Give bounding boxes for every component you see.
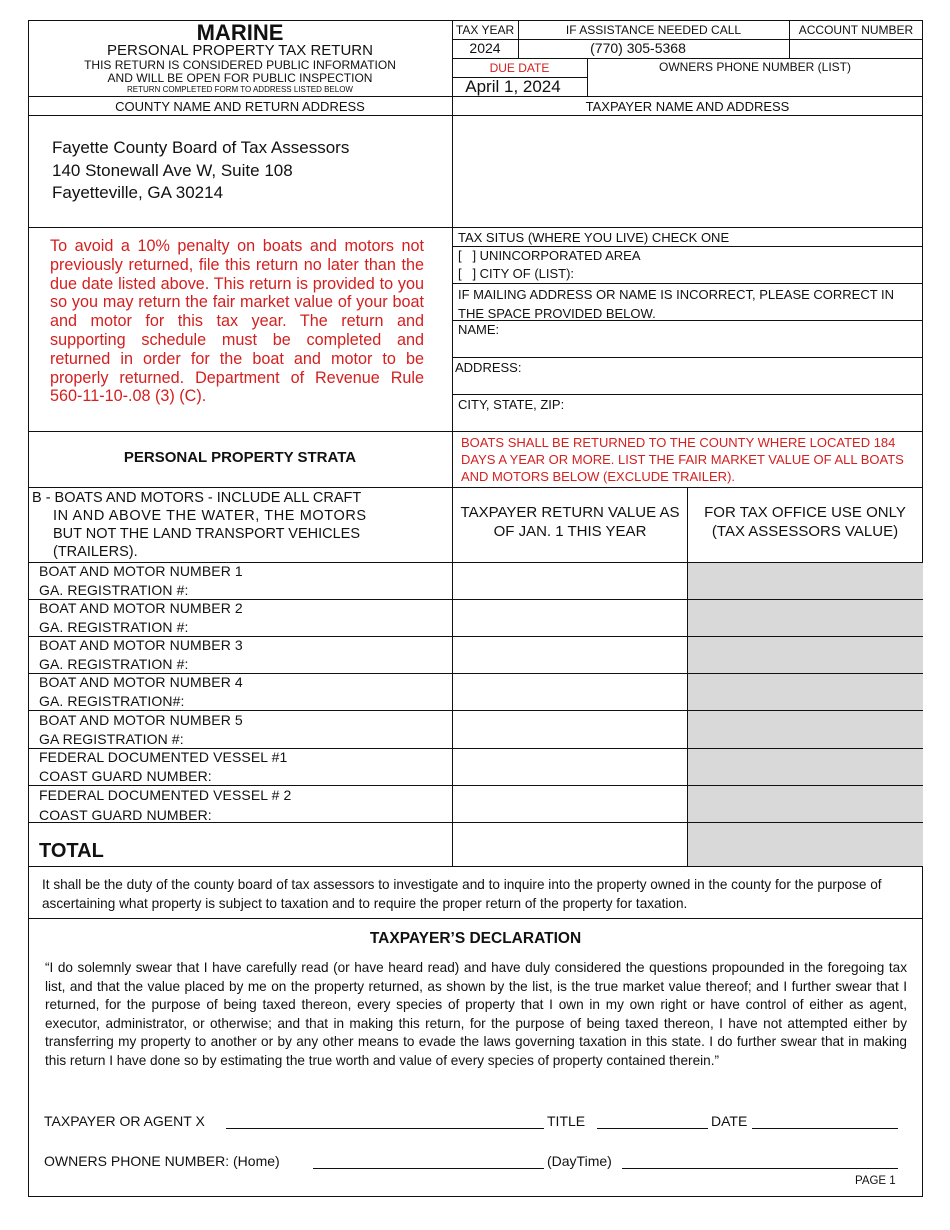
col-header-taxpayer-value: TAXPAYER RETURN VALUE AS OF JAN. 1 THIS YEAR bbox=[460, 504, 680, 540]
row-1-title: BOAT AND MOTOR NUMBER 1 bbox=[39, 563, 243, 579]
public-notice-line1: THIS RETURN IS CONSIDERED PUBLIC INFORMATION bbox=[84, 58, 396, 72]
col-header-office-value: FOR TAX OFFICE USE ONLY (TAX ASSESSORS VALUE) bbox=[704, 504, 906, 540]
owners-phone-label: OWNERS PHONE NUMBER (LIST) bbox=[658, 60, 851, 74]
boats-return-notice: BOATS SHALL BE RETURNED TO THE COUNTY WHERE LOCATED 184 DAYS A YEAR OR MORE. LIST THE FAIR MARKET VALUE OF ALL BOATS AND MOTORS BELOW (EXCLUDE TRAILER). bbox=[461, 435, 904, 484]
row-5-office-value bbox=[688, 711, 923, 748]
row-6-title: FEDERAL DOCUMENTED VESSEL #1 bbox=[39, 749, 288, 765]
taxpayer-section-label: TAXPAYER NAME AND ADDRESS bbox=[585, 99, 790, 114]
row-6-taxpayer-value[interactable] bbox=[453, 749, 687, 785]
section-b-line3: BUT NOT THE LAND TRANSPORT VEHICLES bbox=[53, 526, 360, 542]
correction-city-field[interactable] bbox=[580, 395, 920, 430]
row-3-title: BOAT AND MOTOR NUMBER 3 bbox=[39, 637, 243, 653]
correction-address-field[interactable] bbox=[530, 358, 920, 393]
row-1-office-value bbox=[688, 563, 923, 599]
row-1-taxpayer-value[interactable] bbox=[453, 563, 687, 599]
correction-instruction: IF MAILING ADDRESS OR NAME IS INCORRECT, PLEASE CORRECT IN THE SPACE PROVIDED BELOW. bbox=[458, 287, 895, 321]
row-4-title: BOAT AND MOTOR NUMBER 4 bbox=[39, 674, 243, 690]
section-b-line4: (TRAILERS). bbox=[53, 544, 138, 560]
owners-phone-field[interactable] bbox=[588, 76, 922, 95]
row-4-registration: GA. REGISTRATION#: bbox=[39, 693, 185, 709]
correction-name-field[interactable] bbox=[520, 321, 920, 356]
assistance-label: IF ASSISTANCE NEEDED CALL bbox=[565, 23, 742, 37]
title-line[interactable] bbox=[597, 1128, 708, 1129]
declaration-title: TAXPAYER’S DECLARATION bbox=[369, 930, 582, 947]
title-label: TITLE bbox=[547, 1113, 586, 1129]
row-4-office-value bbox=[688, 674, 923, 710]
row-6-registration: COAST GUARD NUMBER: bbox=[39, 768, 212, 784]
total-taxpayer-value[interactable] bbox=[453, 823, 687, 866]
declaration-text: “I do solemnly swear that I have carefully read (or have heard read) and have duly considered the questions propounded in the foregoing tax list, and that the value placed by me on the property returned, as shown by the list, is the true market value thereof; and I further swear that I returned, for the purpose of being taxed thereon, every species of property that I own in my own right or have control of either as agent, executor, administrator, or otherwise; and that in making this return, for the purpose of being taxed thereon, I have not attempted either by transferring my property to another or by any other means to evade the laws governing taxation in this state. I do further swear that in making this return I have done so by estimating the true worth and value of every species of property contained therein.” bbox=[45, 960, 907, 1068]
taxpayer-name-address-field[interactable] bbox=[453, 116, 922, 226]
correction-address-label: ADDRESS: bbox=[455, 360, 522, 375]
agent-signature-line[interactable] bbox=[226, 1128, 544, 1129]
total-office-value bbox=[688, 823, 923, 866]
form-title: MARINE bbox=[196, 20, 284, 45]
home-phone-line[interactable] bbox=[313, 1168, 544, 1169]
row-3-registration: GA. REGISTRATION #: bbox=[39, 656, 189, 672]
row-1-registration: GA. REGISTRATION #: bbox=[39, 582, 189, 598]
date-line[interactable] bbox=[752, 1128, 898, 1129]
row-7-registration: COAST GUARD NUMBER: bbox=[39, 807, 212, 823]
total-label: TOTAL bbox=[39, 840, 104, 862]
account-number-label: ACCOUNT NUMBER bbox=[798, 23, 914, 37]
tax-year-label: TAX YEAR bbox=[455, 23, 515, 37]
correction-name-label: NAME: bbox=[458, 322, 500, 337]
row-7-taxpayer-value[interactable] bbox=[453, 786, 687, 822]
page-number: PAGE 1 bbox=[855, 1175, 896, 1187]
penalty-notice: To avoid a 10% penalty on boats and motors not previously returned, file this return no later than the due date listed above. This return is provided to you so you may return the fair market value of your boat and motor for this tax year. The return and supporting schedule must be completed and returned in order for the boat and motor to be properly returned. Department of Revenue Rule 560-11-10-.08 (3) (C). bbox=[50, 237, 424, 406]
county-city: Fayetteville, GA 30214 bbox=[52, 183, 224, 202]
row-5-registration: GA REGISTRATION #: bbox=[39, 731, 184, 747]
date-label: DATE bbox=[711, 1113, 748, 1129]
daytime-phone-label: (DayTime) bbox=[547, 1153, 612, 1169]
section-b-line2: IN AND ABOVE THE WATER, THE MOTORS bbox=[53, 508, 367, 524]
daytime-phone-line[interactable] bbox=[622, 1168, 898, 1169]
row-2-title: BOAT AND MOTOR NUMBER 2 bbox=[39, 600, 243, 616]
public-notice-line2: AND WILL BE OPEN FOR PUBLIC INSPECTION bbox=[107, 71, 373, 85]
account-number-field[interactable] bbox=[790, 40, 922, 58]
tax-situs-unincorporated-checkbox[interactable]: [ ] UNINCORPORATED AREA bbox=[458, 248, 641, 263]
home-phone-label: OWNERS PHONE NUMBER: (Home) bbox=[44, 1153, 280, 1169]
row-5-taxpayer-value[interactable] bbox=[453, 711, 687, 748]
row-4-taxpayer-value[interactable] bbox=[453, 674, 687, 710]
tax-situs-city-checkbox[interactable]: [ ] CITY OF (LIST): bbox=[458, 266, 575, 281]
assistance-phone: (770) 305-5368 bbox=[590, 40, 686, 56]
strata-label: PERSONAL PROPERTY STRATA bbox=[123, 449, 357, 466]
section-b-line1: B - BOATS AND MOTORS - INCLUDE ALL CRAFT bbox=[32, 490, 362, 506]
row-6-office-value bbox=[688, 749, 923, 785]
county-section-label: COUNTY NAME AND RETURN ADDRESS bbox=[115, 99, 365, 114]
county-street: 140 Stonewall Ave W, Suite 108 bbox=[52, 161, 293, 180]
correction-city-label: CITY, STATE, ZIP: bbox=[458, 397, 565, 412]
row-2-office-value bbox=[688, 600, 923, 636]
due-date-value: April 1, 2024 bbox=[465, 77, 561, 96]
due-date-label: DUE DATE bbox=[489, 61, 550, 75]
row-2-taxpayer-value[interactable] bbox=[453, 600, 687, 636]
county-name: Fayette County Board of Tax Assessors bbox=[52, 138, 350, 157]
row-3-taxpayer-value[interactable] bbox=[453, 637, 687, 673]
row-7-office-value bbox=[688, 786, 923, 822]
form-subtitle: PERSONAL PROPERTY TAX RETURN bbox=[107, 42, 373, 59]
row-3-office-value bbox=[688, 637, 923, 673]
duty-statement: It shall be the duty of the county board of tax assessors to investigate and to inquire into the property owned in the county for the purpose of ascertaining what property is subject to taxation and to require the proper return of the property for taxation. bbox=[42, 877, 882, 911]
agent-label: TAXPAYER OR AGENT X bbox=[44, 1113, 205, 1129]
tax-situs-label: TAX SITUS (WHERE YOU LIVE) CHECK ONE bbox=[458, 230, 730, 245]
row-7-title: FEDERAL DOCUMENTED VESSEL # 2 bbox=[39, 787, 292, 803]
row-5-title: BOAT AND MOTOR NUMBER 5 bbox=[39, 712, 243, 728]
row-2-registration: GA. REGISTRATION #: bbox=[39, 619, 189, 635]
return-instruction: RETURN COMPLETED FORM TO ADDRESS LISTED BELOW bbox=[127, 85, 353, 94]
tax-year-value: 2024 bbox=[469, 40, 501, 56]
